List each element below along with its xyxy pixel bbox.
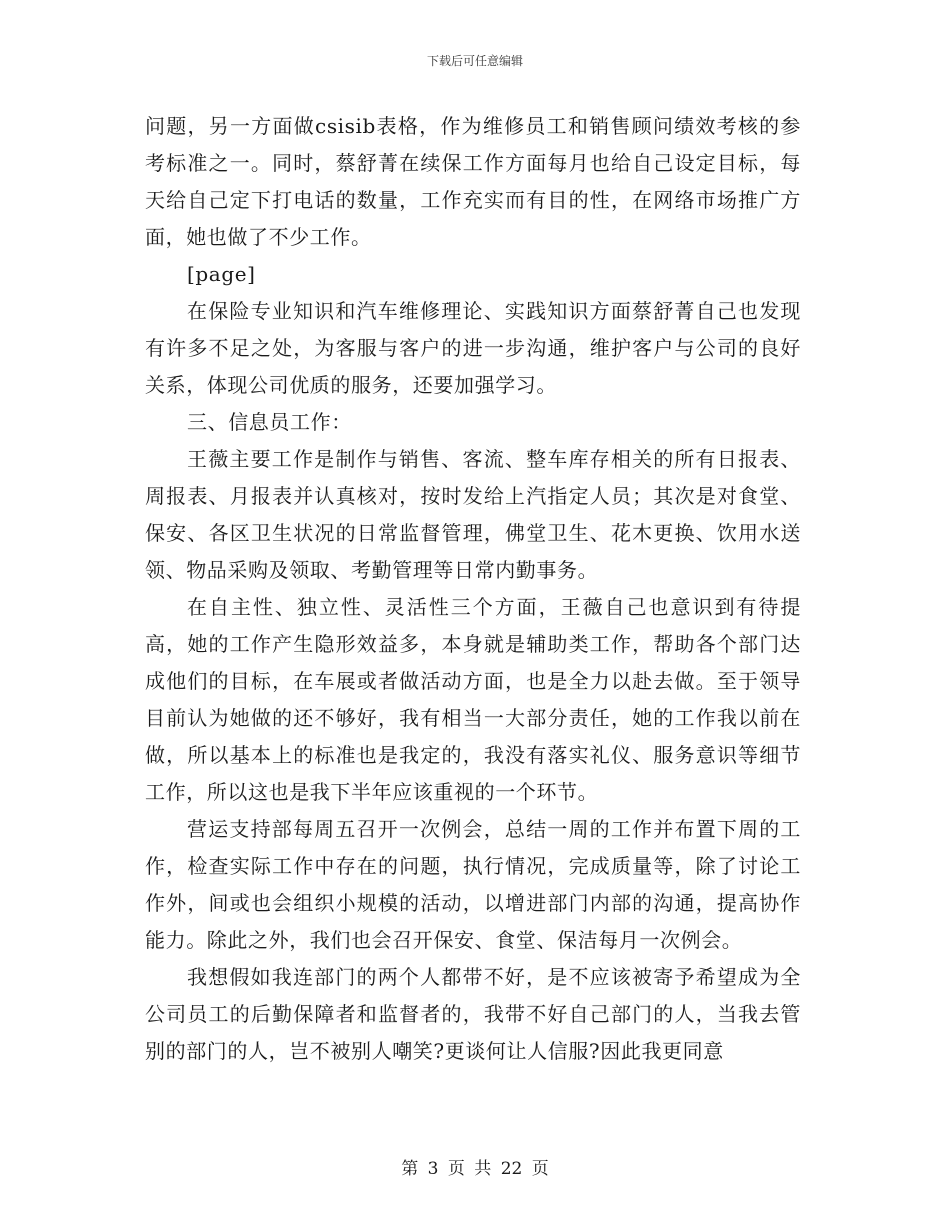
paragraph-5: 王薇主要工作是制作与销售、客流、整车库存相关的所有日报表、周报表、月报表并认真核对，按时发给上汽指定人员；其次是对食堂、保安、各区卫生状况的日常监督管理，佛堂卫生、花木更换、饮用水送领、物品采购及领取、考勤管理等日常内勤事务。 xyxy=(145,447,801,582)
section-heading-info-staff: 三、信息员工作： xyxy=(187,410,352,434)
paragraph-1: 问题，另一方面做csisib表格，作为维修员工和销售顾问绩效考核的参考标准之一。同时，蔡舒菁在续保工作方面每月也给自己设定目标，每天给自己定下打电话的数量，工作充实而有目的性，在网络市场推广方面，她也做了不少工作。 xyxy=(145,114,801,249)
page-footer: 第 3 页 共 22 页 xyxy=(401,1159,549,1179)
page-header: 下载后可任意编辑 xyxy=(426,54,523,68)
paragraph-6: 在自主性、独立性、灵活性三个方面，王薇自己也意识到有待提高，她的工作产生隐形效益多，本身就是辅助类工作，帮助各个部门达成他们的目标，在车展或者做活动方面，也是全力以赴去做。至于领导目前认为她做的还不够好，我有相当一大部分责任，她的工作我以前在做，所以基本上的标准也是我定的，我没有落实礼仪、服务意识等细节工作，所以这也是我下半年应该重视的一个环节。 xyxy=(145,595,801,804)
paragraph-3: 在保险专业知识和汽车维修理论、实践知识方面蔡舒菁自己也发现有许多不足之处，为客服与客户的进一步沟通，维护客户与公司的良好关系，体现公司优质的服务，还要加强学习。 xyxy=(145,299,801,397)
paragraph-7: 营运支持部每周五召开一次例会，总结一周的工作并布置下周的工作，检查实际工作中存在的问题，执行情况，完成质量等，除了讨论工作外，间或也会组织小规模的活动，以增进部门内部的沟通，提高协作能力。除此之外，我们也会召开保安、食堂、保洁每月一次例会。 xyxy=(145,817,801,952)
paragraph-page-marker: [page] xyxy=(187,262,256,286)
paragraph-8: 我想假如我连部门的两个人都带不好，是不应该被寄予希望成为全公司员工的后勤保障者和监督者的，我带不好自己部门的人，当我去管别的部门的人，岂不被别人嘲笑?更谈何让人信服?因此我更同意 xyxy=(145,965,801,1063)
document-body xyxy=(145,108,801,1070)
